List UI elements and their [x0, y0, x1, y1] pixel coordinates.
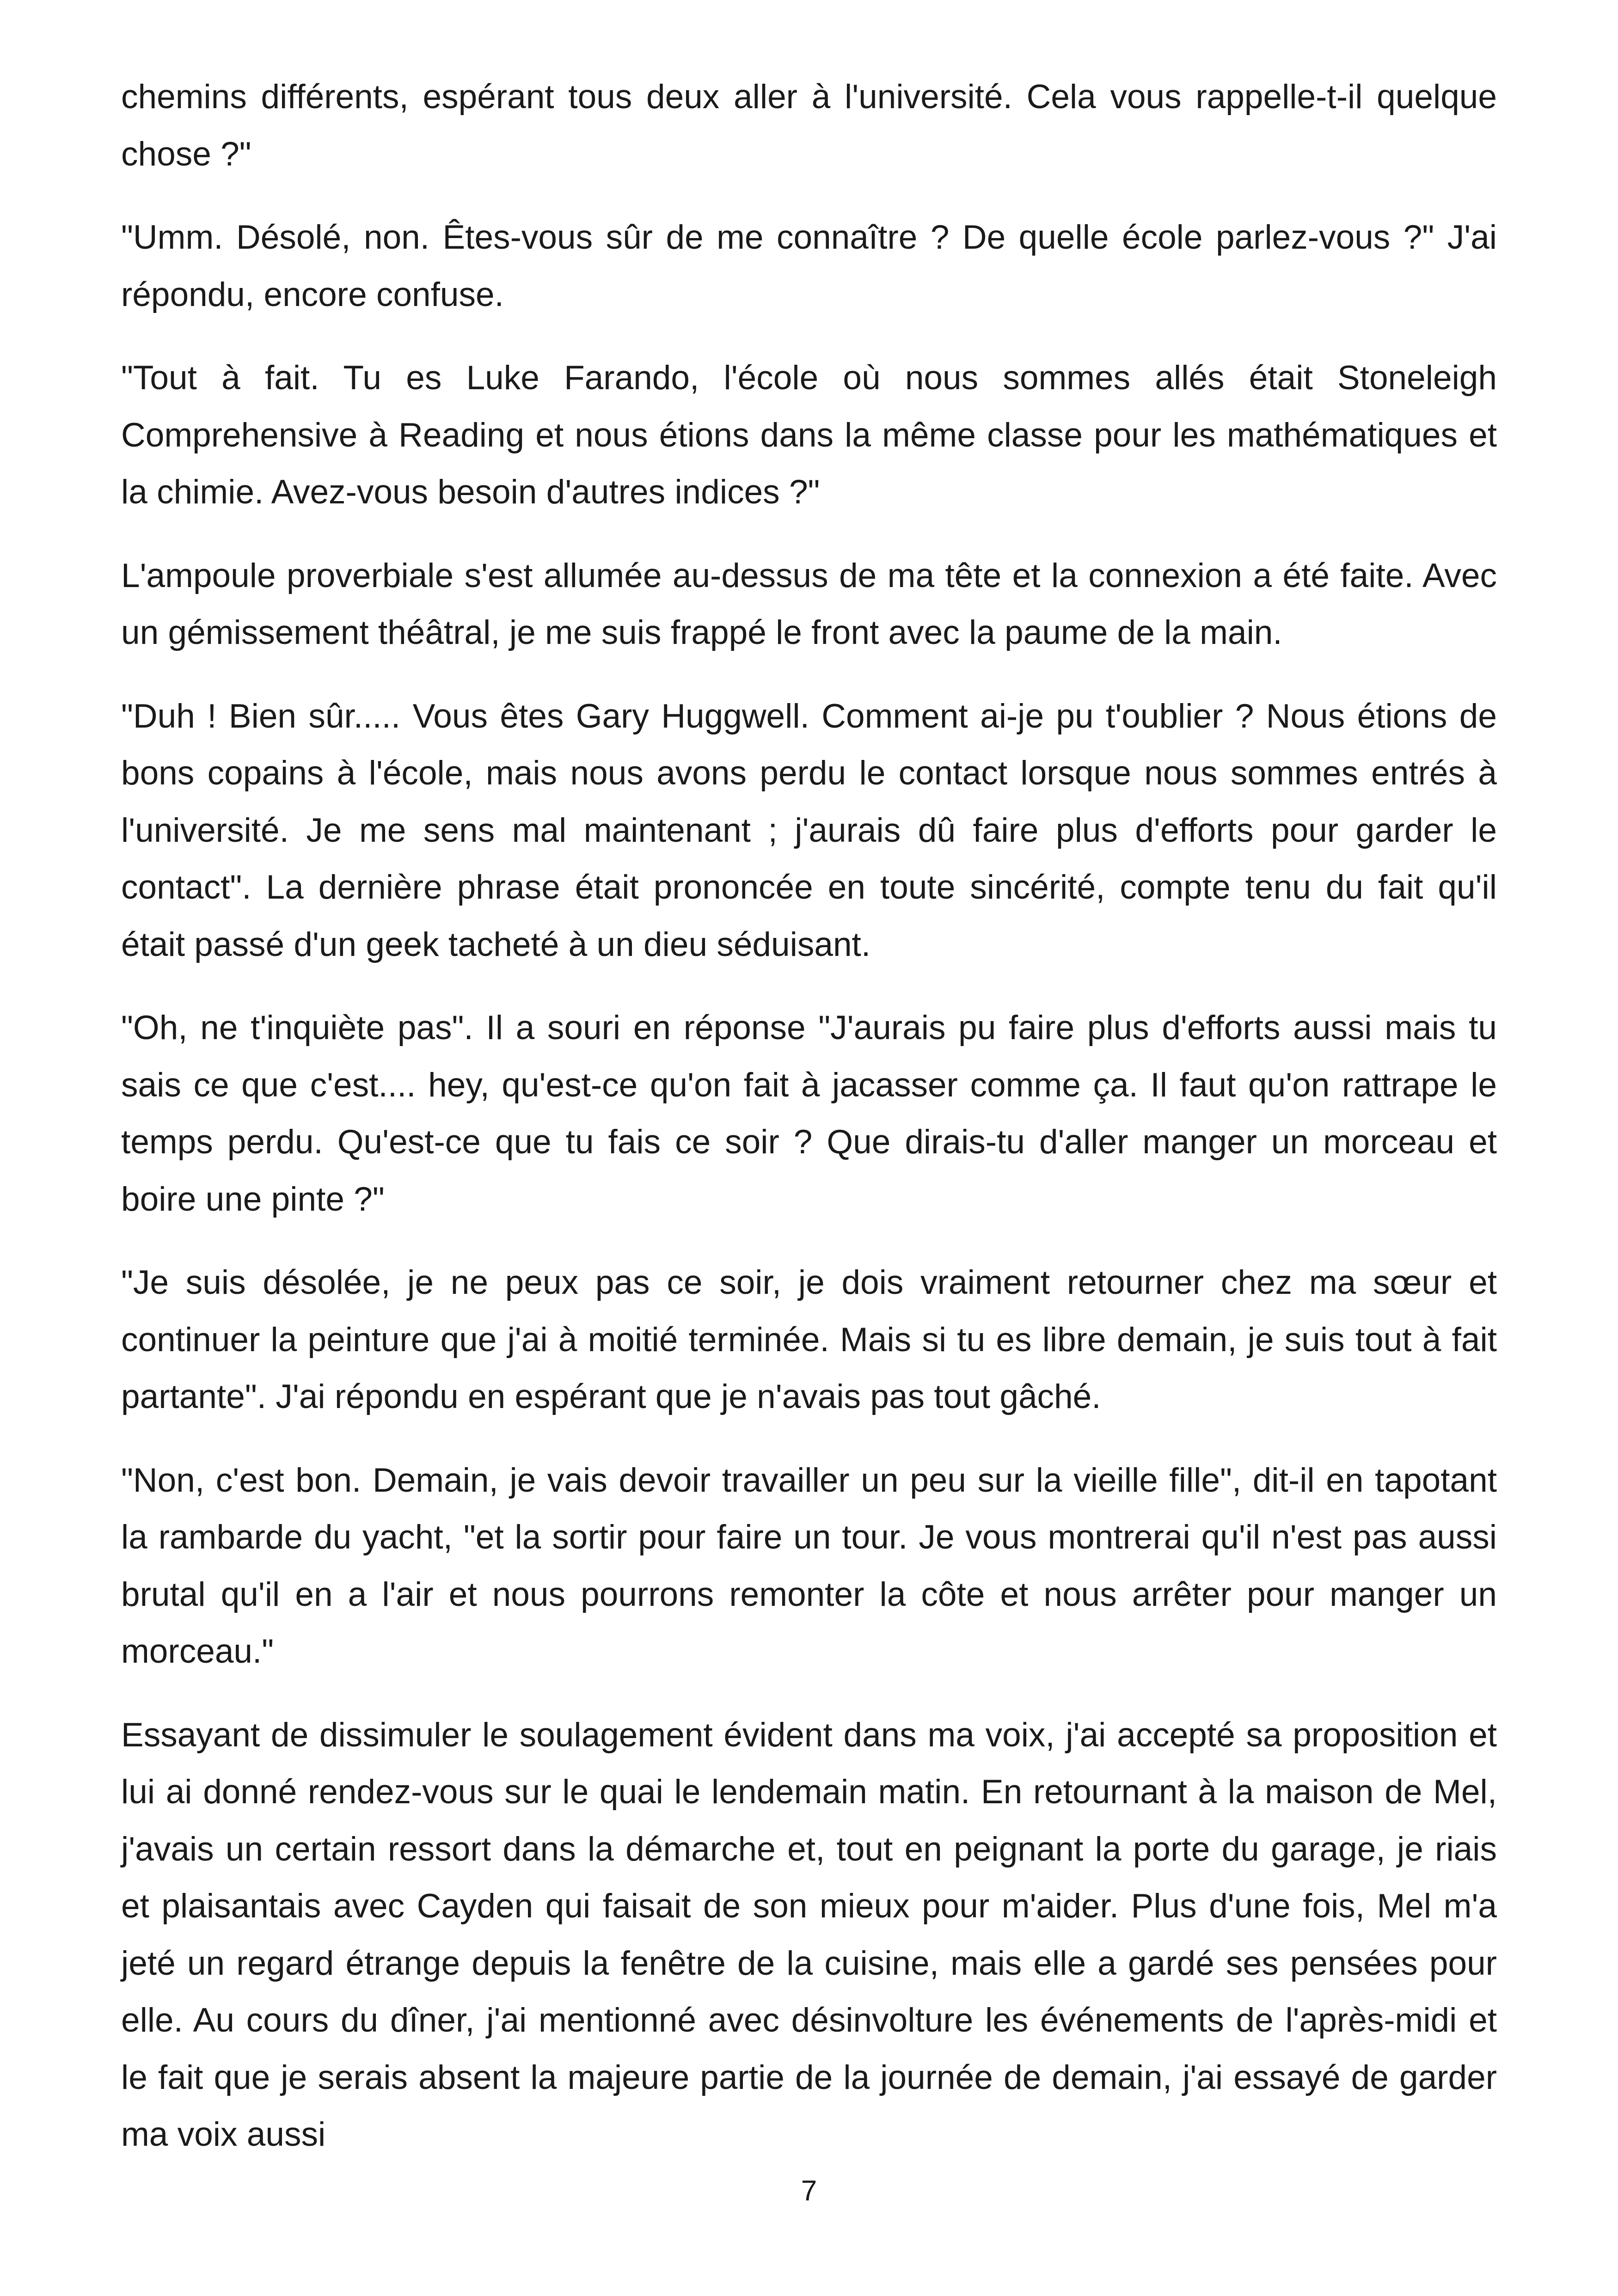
- paragraph: "Non, c'est bon. Demain, je vais devoir travailler un peu sur la vieille fille", dit-il en tapotant la rambarde du yacht, "et la sortir pour faire un tour. Je vous montrerai qu'il n'est pas aussi brutal qu'il en a l'air et nous pourrons remonter la côte et nous arrêter pour manger un morceau.": [121, 1461, 1497, 1670]
- paragraph: L'ampoule proverbiale s'est allumée au-dessus de ma tête et la connexion a été faite. Avec un gémissement théâtral, je me suis frappé le front avec la paume de la main.: [121, 557, 1497, 651]
- paragraph: "Tout à fait. Tu es Luke Farando, l'école où nous sommes allés était Stoneleigh Comprehensive à Reading et nous étions dans la même classe pour les mathématiques et la chimie. Avez-vous besoin d'autres indices ?": [121, 359, 1497, 511]
- paragraph: Essayant de dissimuler le soulagement évident dans ma voix, j'ai accepté sa proposition et lui ai donné rendez-vous sur le quai le lendemain matin. En retournant à la maison de Mel, j'avais un certain ressort dans la démarche et, tout en peignant la porte du garage, je riais et plaisantais avec Cayden qui faisait de son mieux pour m'aider. Plus d'une fois, Mel m'a jeté un regard étrange depuis la fenêtre de la cuisine, mais elle a gardé ses pensées pour elle. Au cours du dîner, j'ai mentionné avec désinvolture les événements de l'après-midi et le fait que je serais absent la majeure partie de la journée de demain, j'ai essayé de garder ma voix aussi: [121, 1716, 1497, 2153]
- paragraph: "Je suis désolée, je ne peux pas ce soir, je dois vraiment retourner chez ma sœur et continuer la peinture que j'ai à moitié terminée. Mais si tu es libre demain, je suis tout à fait partante". J'ai répondu en espérant que je n'avais pas tout gâché.: [121, 1264, 1497, 1415]
- body-text: [121, 68, 1497, 2163]
- paragraph: chemins différents, espérant tous deux aller à l'université. Cela vous rappelle-t-il quelque chose ?": [121, 78, 1497, 173]
- page-number: 7: [801, 2175, 817, 2207]
- paragraph: "Oh, ne t'inquiète pas". Il a souri en réponse "J'aurais pu faire plus d'efforts aussi mais tu sais ce que c'est.... hey, qu'est-ce qu'on fait à jacasser comme ça. Il faut qu'on rattrape le temps perdu. Qu'est-ce que tu fais ce soir ? Que dirais-tu d'aller manger un morceau et boire une pinte ?": [121, 1009, 1497, 1218]
- paragraph: "Umm. Désolé, non. Êtes-vous sûr de me connaître ? De quelle école parlez-vous ?" J'ai répondu, encore confuse.: [121, 219, 1497, 313]
- paragraph: "Duh ! Bien sûr..... Vous êtes Gary Huggwell. Comment ai-je pu t'oublier ? Nous étions de bons copains à l'école, mais nous avons perdu le contact lorsque nous sommes entrés à l'université. Je me sens mal maintenant ; j'aurais dû faire plus d'efforts pour garder le contact". La dernière phrase était prononcée en toute sincérité, compte tenu du fait qu'il était passé d'un geek tacheté à un dieu séduisant.: [121, 697, 1497, 963]
